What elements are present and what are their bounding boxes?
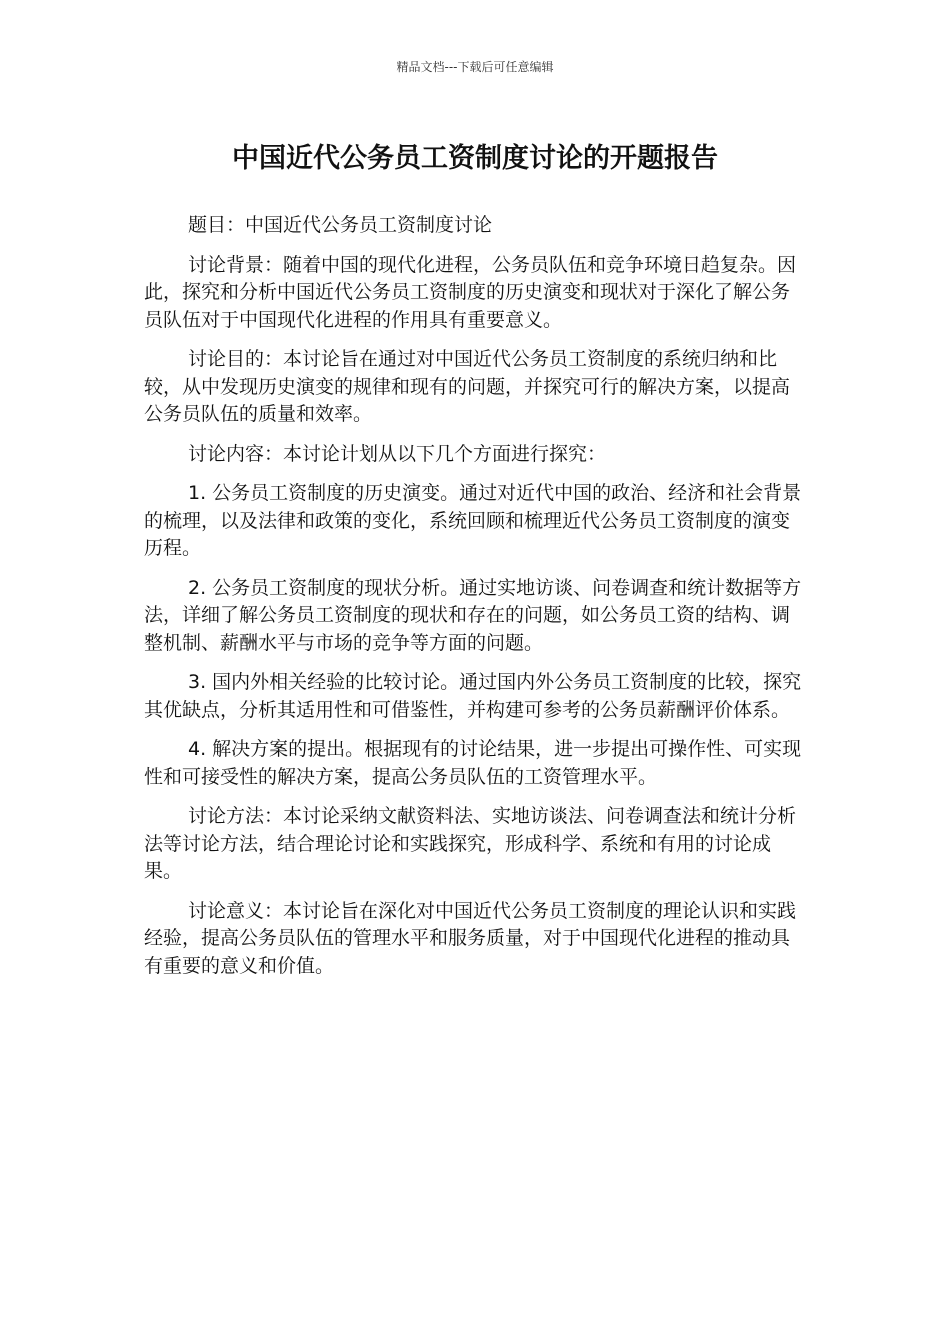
paragraph-purpose: 讨论目的：本讨论旨在通过对中国近代公务员工资制度的系统归纳和比较，从中发现历史演变的规律和现有的问题，并探究可行的解决方案，以提高公务员队伍的质量和效率。 (144, 348, 791, 425)
document-body (144, 212, 808, 992)
paragraph-topic: 题目：中国近代公务员工资制度讨论 (188, 214, 493, 236)
paragraph-item-2: 2. 公务员工资制度的现状分析。通过实地访谈、问卷调查和统计数据等方法，详细了解公务员工资制度的现状和存在的问题，如公务员工资的结构、调整机制、薪酬水平与市场的竞争等方面的问题。 (144, 576, 802, 654)
paragraph-item-4: 4. 解决方案的提出。根据现有的讨论结果，进一步提出可操作性、可实现性和可接受性的解决方案，提高公务员队伍的工资管理水平。 (144, 738, 802, 788)
header-note: 精品文档---下载后可任意编辑 (396, 60, 554, 74)
paragraph-background: 讨论背景：随着中国的现代化进程，公务员队伍和竞争环境日趋复杂。因此，探究和分析中国近代公务员工资制度的历史演变和现状对于深化了解公务员队伍对于中国现代化进程的作用具有重要意义。 (144, 253, 797, 331)
paragraph-significance: 讨论意义：本讨论旨在深化对中国近代公务员工资制度的理论认识和实践经验，提高公务员队伍的管理水平和服务质量，对于中国现代化进程的推动具有重要的意义和价值。 (144, 899, 797, 977)
paragraph-content-intro: 讨论内容：本讨论计划从以下几个方面进行探究： (188, 442, 607, 465)
page-title: 中国近代公务员工资制度讨论的开题报告 (232, 143, 718, 174)
paragraph-method: 讨论方法：本讨论采纳文献资料法、实地访谈法、问卷调查法和统计分析法等讨论方法，结合理论讨论和实践探究，形成科学、系统和有用的讨论成果。 (144, 805, 797, 882)
paragraph-item-1: 1. 公务员工资制度的历史演变。通过对近代中国的政治、经济和社会背景的梳理，以及法律和政策的变化，系统回顾和梳理近代公务员工资制度的演变历程。 (144, 482, 802, 559)
paragraph-item-3: 3. 国内外相关经验的比较讨论。通过国内外公务员工资制度的比较，探究其优缺点，分析其适用性和可借鉴性，并构建可参考的公务员薪酬评价体系。 (144, 671, 802, 721)
